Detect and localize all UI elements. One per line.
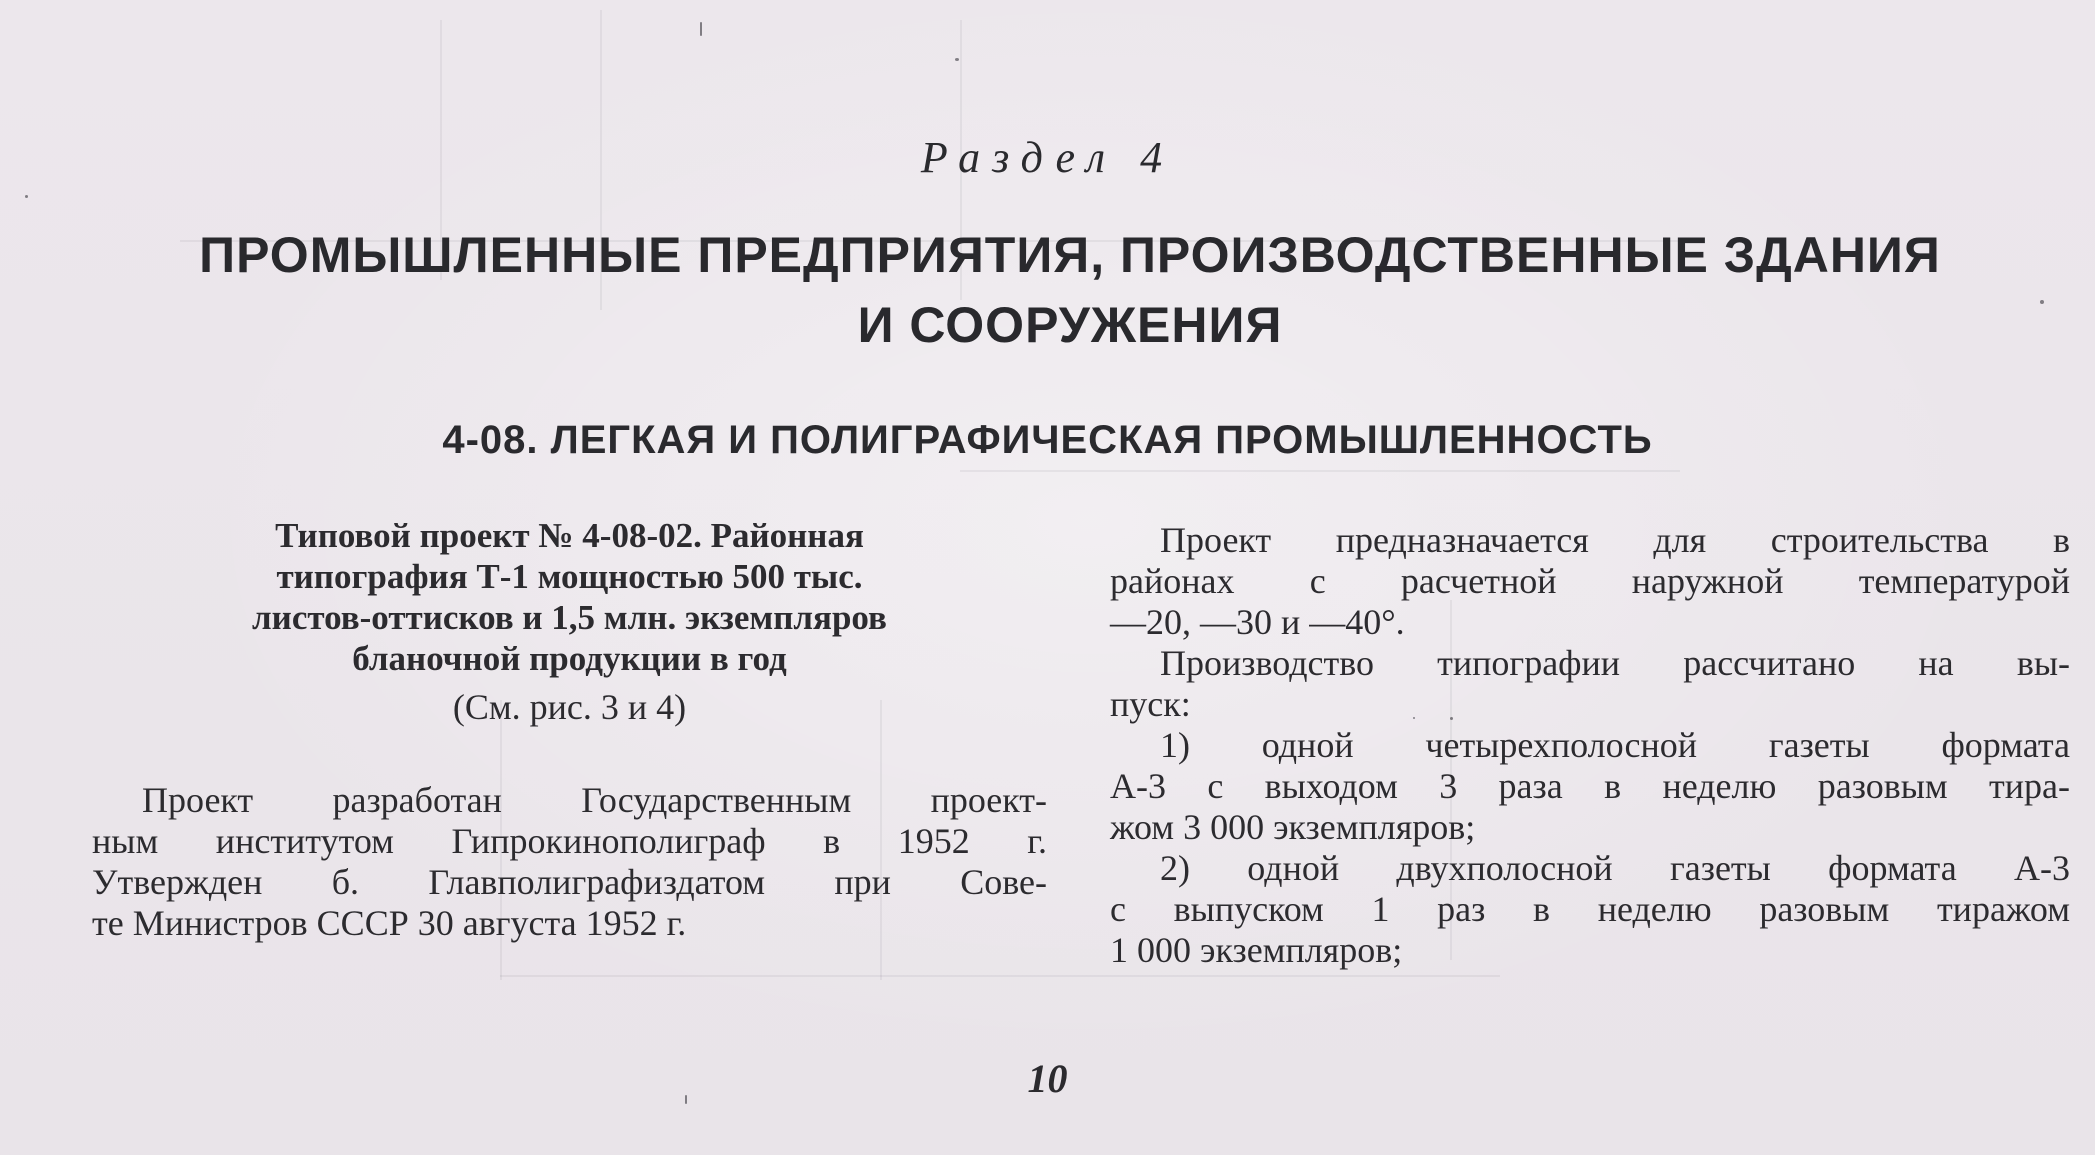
chapter-heading [120,220,2020,360]
left-column [92,515,1047,944]
production-paragraph [1110,643,2070,725]
paragraph-line: А-3 с выходом 3 раза в неделю разовым тира- [1110,766,2070,806]
development-paragraph [92,780,1047,944]
project-title-line: листов-оттисков и 1,5 млн. экземпляров [252,598,887,637]
project-title-line: Типовой проект № 4-08-02. Районная [275,516,864,555]
paragraph-line: 2) одной двухполосной газеты формата А-3 [1160,848,2070,888]
list-item-1 [1110,725,2070,848]
paragraph-line: Проект разработан Государственным проект- [142,780,1047,820]
section-label: Раздел 4 [920,133,1175,182]
paragraph-line: —20, —30 и —40°. [1110,602,1405,642]
paragraph-line: Производство типографии рассчитано на вы- [1160,643,2070,683]
paragraph-line: Проект предназначается для строительства в [1160,520,2070,560]
paragraph-line: Утвержден б. Главполиграфиздатом при Сове- [92,862,1047,902]
chapter-heading-line-1: ПРОМЫШЛЕННЫЕ ПРЕДПРИЯТИЯ, ПРОИЗВОДСТВЕННЫЕ ЗДАНИЯ [199,227,1941,283]
purpose-paragraph [1110,520,2070,643]
project-title-line: бланочной продукции в год [352,639,787,678]
subsection-heading: 4-08. ЛЕГКАЯ И ПОЛИГРАФИЧЕСКАЯ ПРОМЫШЛЕННОСТЬ [442,418,1653,462]
paragraph-line: с выпуском 1 раз в неделю разовым тиражом [1110,889,2070,929]
dust-speck [25,195,28,198]
paragraph-line: пуск: [1110,684,1191,724]
figure-reference: (См. рис. 3 и 4) [452,687,687,727]
paragraph-line: жом 3 000 экземпляров; [1110,807,1476,847]
paragraph-line: ным институтом Гипрокинополиграф в 1952 г. [92,821,1047,861]
project-title [92,515,1047,679]
list-item-2 [1110,848,2070,971]
dust-speck [955,58,959,61]
project-title-line: типография Т-1 мощностью 500 тыс. [276,557,863,596]
right-column [1110,520,2070,971]
paragraph-line: 1) одной четырехполосной газеты формата [1160,725,2070,765]
paragraph-line: районах с расчетной наружной температурой [1110,561,2070,601]
paragraph-line: те Министров СССР 30 августа 1952 г. [92,903,687,943]
bleed-through-rule [960,470,1680,472]
paragraph-line: 1 000 экземпляров; [1110,930,1403,970]
page-number: 10 [1027,1056,1068,1101]
chapter-heading-line-2: И СООРУЖЕНИЯ [857,297,1283,353]
dust-speck [2040,300,2044,304]
dust-speck [700,22,702,36]
bleed-through-rule [500,975,1500,977]
